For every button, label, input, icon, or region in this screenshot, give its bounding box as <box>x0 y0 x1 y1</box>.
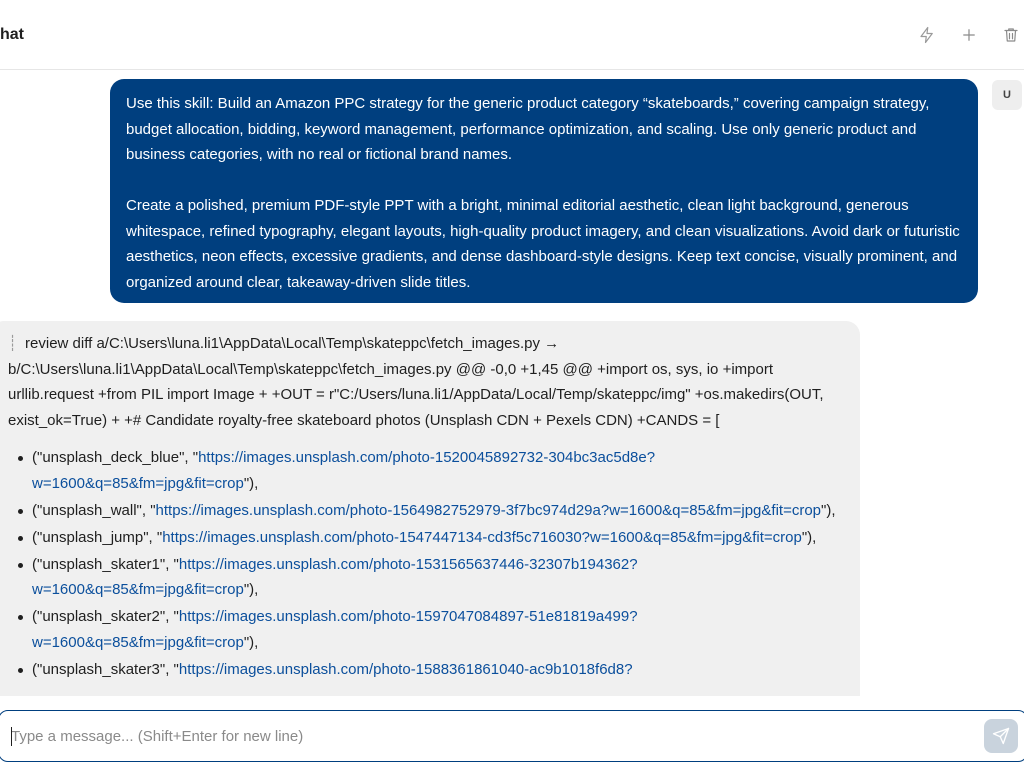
user-avatar: U <box>992 80 1022 110</box>
item-suffix: "), <box>243 581 259 598</box>
list-item <box>20 552 848 603</box>
message-input-box <box>0 710 1024 762</box>
image-url-link[interactable]: https://images.unsplash.com/photo-1520045892732-304bc3ac5d8e?w=1600&q=85&fm=jpg&fit=crop <box>32 449 656 492</box>
image-url-link[interactable]: https://images.unsplash.com/photo-1547447134-cd3f5c716030?w=1600&q=85&fm=jpg&fit=crop <box>162 528 802 546</box>
list-item <box>20 657 848 683</box>
item-suffix: "), <box>243 474 259 492</box>
item-suffix: "), <box>801 528 817 546</box>
chat-header <box>0 0 1024 70</box>
page-title: hat <box>0 26 24 43</box>
chat-transcript[interactable] <box>0 70 1024 696</box>
item-prefix: ("unsplash_deck_blue", " <box>32 449 199 466</box>
item-prefix: ("unsplash_skater1", " <box>32 555 179 573</box>
lightning-icon <box>918 26 936 44</box>
tool-call-line <box>8 331 848 433</box>
list-item <box>20 525 848 551</box>
list-item <box>20 498 848 524</box>
item-prefix: ("unsplash_wall", " <box>32 501 156 519</box>
header-actions <box>898 22 1024 48</box>
image-url-link[interactable]: https://images.unsplash.com/photo-1564982752979-3f7bc974d29a?w=1600&q=85&fm=jpg&fit=crop <box>155 501 822 519</box>
delete-chat-button[interactable] <box>998 22 1024 48</box>
tool-call-text: review diff a/C:\Users\luna.li1\AppData\Local\Temp\skateppc\fetch_images.py → b/C:\Users\luna.li1\AppData\Local\Temp\skateppc\fetch_images.py @@ -0,0 +1,45 @@ +import os, sys, io +import urllib.request +from PIL import Image + +OUT = r"C:/Users/luna.li1/AppData/Local/Temp/skateppc/img" +os.makedirs(OUT, exist_ok=True) + +# Candidate royalty-free skateboard photos (Unsplash CDN + Pexels CDN) +CANDS = [ <box>8 335 824 429</box>
tool-call-marker: ┊ <box>8 335 18 352</box>
quick-action-button[interactable] <box>914 22 940 48</box>
new-chat-button[interactable] <box>956 22 982 48</box>
assistant-message <box>0 321 860 696</box>
plus-icon <box>960 26 978 44</box>
item-prefix: ("unsplash_jump", " <box>32 528 163 546</box>
user-message-paragraph: Create a polished, premium PDF-style PPT with a bright, minimal editorial aesthetic, clean light background, generous whitespace, refined typography, elegant layouts, high-quality product imagery, and clean visualizations. Avoid dark or futuristic aesthetics, neon effects, excessive gradients, and dense dashboard-style designs. Keep text concise, visually prominent, and organized around clear, takeaway-driven slide titles. <box>126 197 960 291</box>
candidate-image-list <box>8 445 848 682</box>
item-prefix: ("unsplash_skater3", " <box>32 660 179 678</box>
message-input[interactable] <box>11 711 971 761</box>
user-message <box>110 79 978 303</box>
image-url-link[interactable]: https://images.unsplash.com/photo-1588361861040-ac9b1018f6d8? <box>178 660 633 678</box>
item-suffix: "), <box>243 633 259 651</box>
item-prefix: ("unsplash_skater2", " <box>32 608 179 625</box>
message-composer <box>0 696 1024 768</box>
text-caret <box>11 727 12 746</box>
user-message-paragraph: Use this skill: Build an Amazon PPC strategy for the generic product category “skateboards,” covering campaign strategy, budget allocation, bidding, keyword management, performance optimization, and scaling. Use only generic product and business categories, with no real or fictional brand names. <box>126 95 930 163</box>
send-button[interactable] <box>984 719 1018 753</box>
item-suffix: "), <box>821 501 836 519</box>
image-url-link[interactable]: https://images.unsplash.com/photo-1531565637446-32307b194362?w=1600&q=85&fm=jpg&fit=crop <box>32 555 638 598</box>
list-item <box>20 445 848 496</box>
image-url-link[interactable]: https://images.unsplash.com/photo-1597047084897-51e81819a499?w=1600&q=85&fm=jpg&fit=crop <box>32 608 638 651</box>
list-item <box>20 604 848 655</box>
trash-icon <box>1002 26 1020 44</box>
send-icon <box>992 727 1010 745</box>
